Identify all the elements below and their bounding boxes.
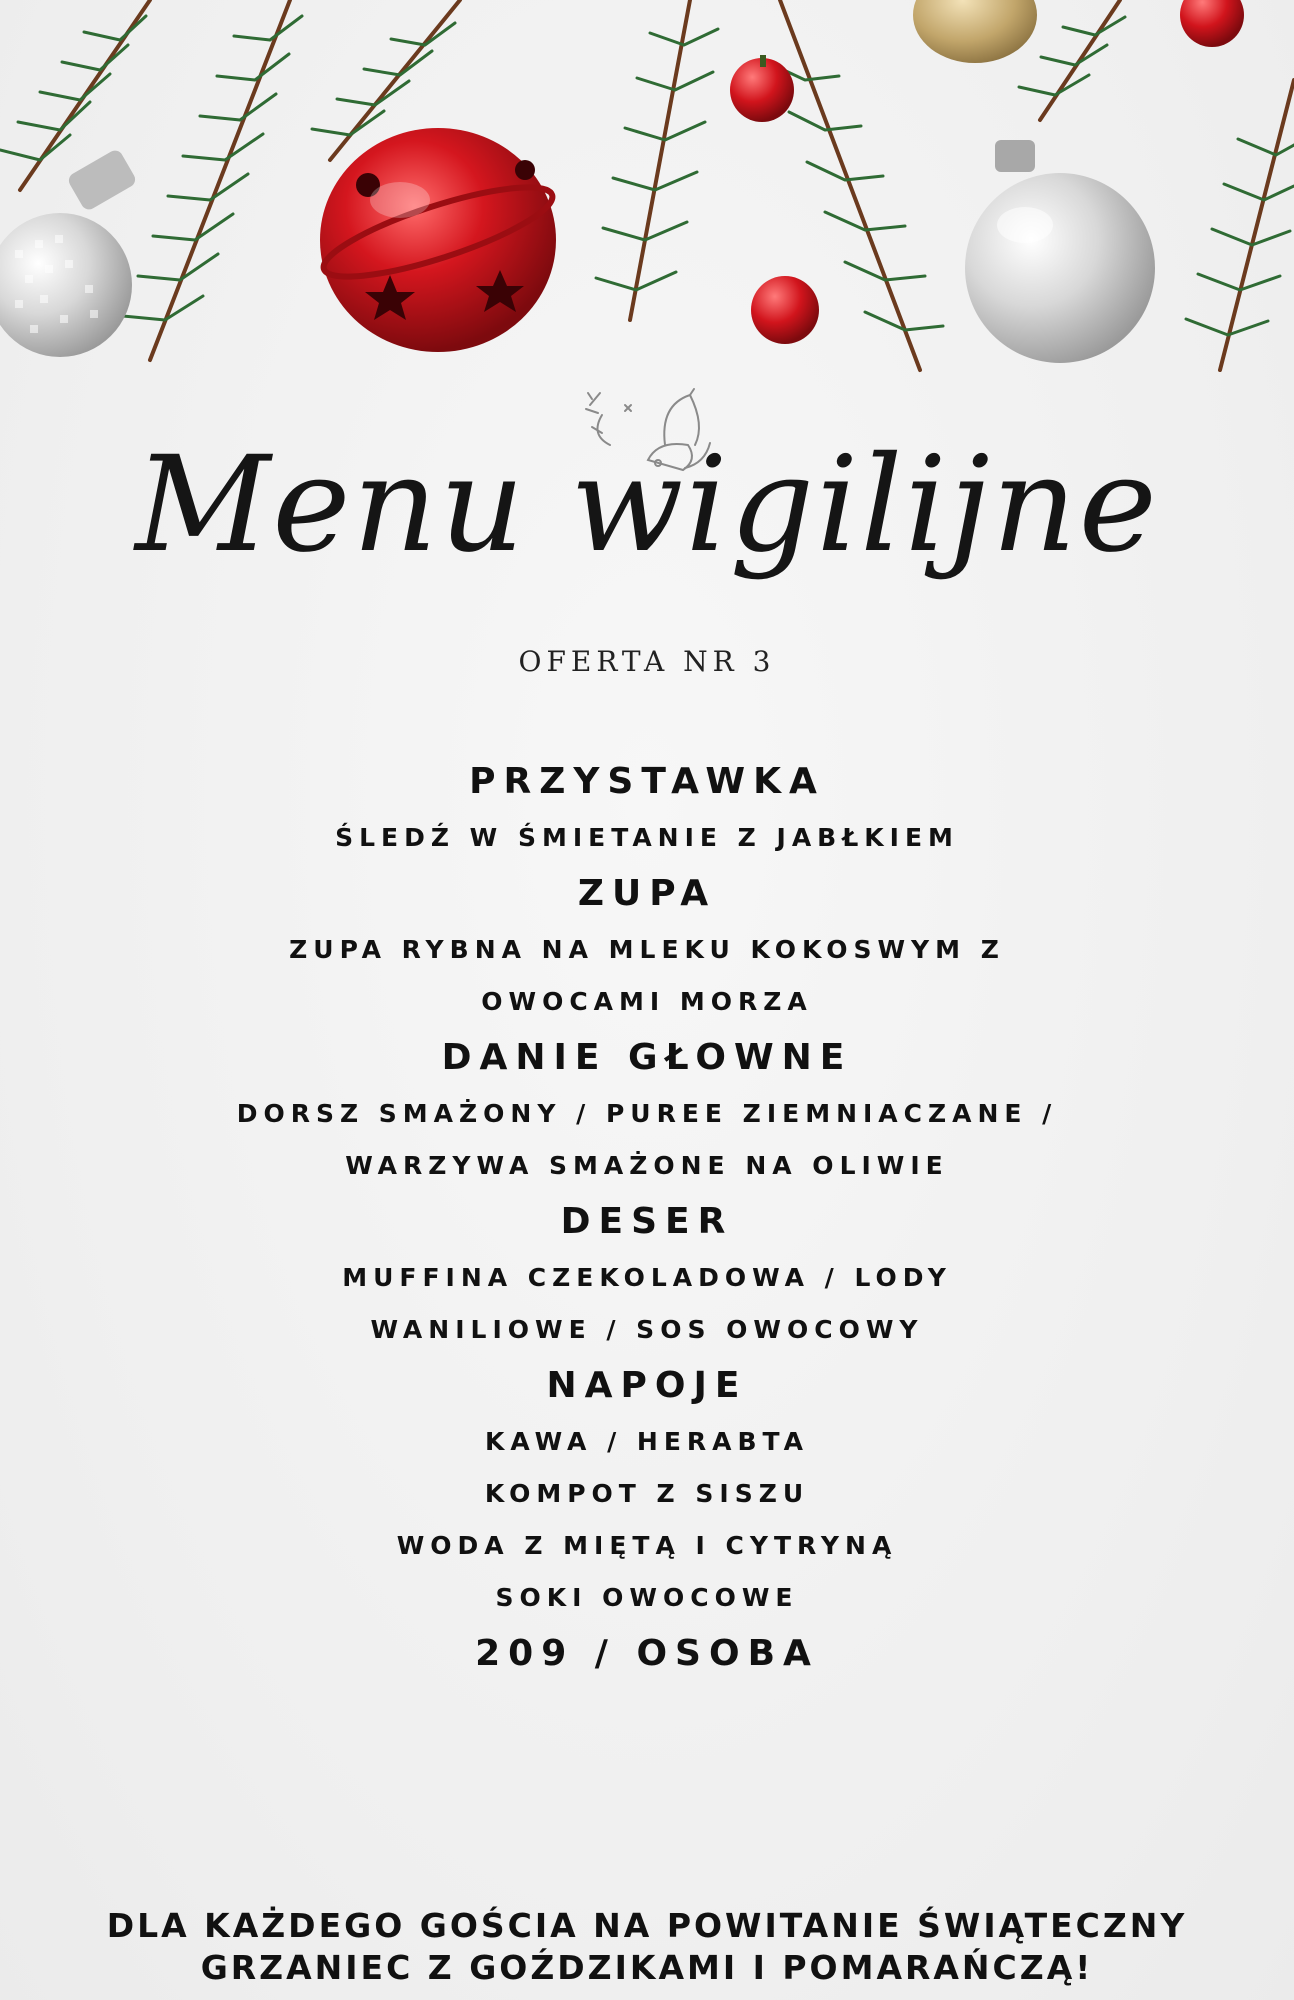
section-zupa [0,864,1294,1028]
section-napoje [0,1356,1294,1624]
christmas-garland-decoration [0,0,1294,420]
section-heading: ZUPA [577,873,717,914]
section-heading: DANIE GŁOWNE [441,1037,853,1078]
section-danie-glowne [0,1028,1294,1192]
section-heading: PRZYSTAWKA [469,761,825,802]
footer-line-1: DLA KAŻDEGO GOŚCIA NA POWITANIE ŚWIĄTECZNY [106,1906,1188,1945]
menu-item: MUFFINA CZEKOLADOWA / LODY [342,1263,952,1292]
menu-item: WODA Z MIĘTĄ I CYTRYNĄ [396,1531,898,1560]
menu-item: WARZYWA SMAŻONE NA OLIWIE [345,1151,949,1180]
price-per-person: 209 / OSOBA [475,1633,819,1674]
gold-bauble-icon [913,0,1037,63]
title-area [0,385,1294,645]
welcome-drink-note [0,1905,1294,1989]
section-heading: NAPOJE [546,1365,748,1406]
menu-list [0,752,1294,1684]
footer-line-2: GRZANIEC Z GOŹDZIKAMI I POMARAŃCZĄ! [200,1948,1094,1987]
menu-item: DORSZ SMAŻONY / PUREE ZIEMNIACZANE / [236,1099,1058,1128]
menu-item: ŚLEDŹ W ŚMIETANIE Z JABŁKIEM [335,823,959,852]
menu-item: ZUPA RYBNA NA MLEKU KOKOSWYM Z [289,935,1005,964]
menu-item: KOMPOT Z SISZU [484,1479,810,1508]
offer-subtitle: OFERTA NR 3 [518,645,776,678]
section-deser [0,1192,1294,1356]
menu-item: SOKI OWOCOWE [495,1583,799,1612]
menu-item: WANILIOWE / SOS OWOCOWY [370,1315,924,1344]
menu-item: KAWA / HERABTA [484,1427,810,1456]
silver-bauble-icon [965,140,1155,363]
section-przystawka [0,752,1294,864]
section-heading: DESER [560,1201,734,1242]
silver-bauble-icon [0,148,138,357]
red-jingle-bell-icon [316,128,560,352]
page-title: Menu wigilijne [135,428,1159,582]
menu-item: OWOCAMI MORZA [481,987,813,1016]
